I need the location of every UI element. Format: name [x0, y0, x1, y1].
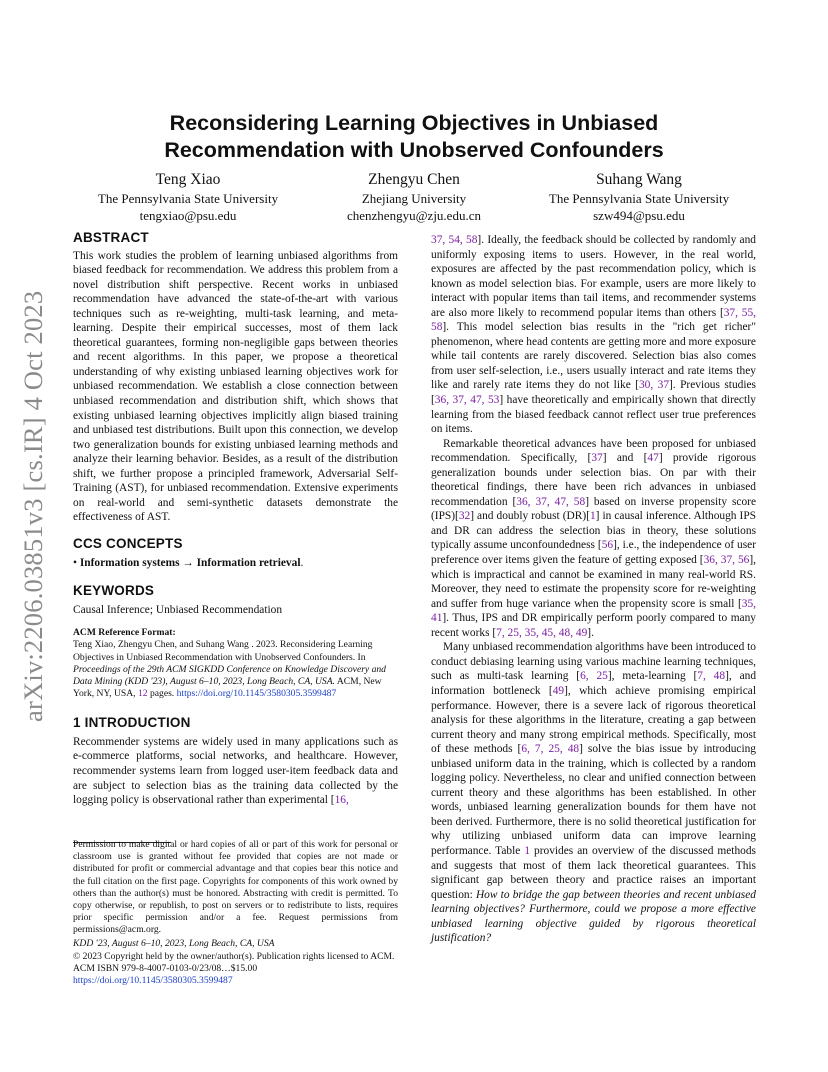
right-column: [431, 233, 756, 946]
text: Recommender systems are widely used in many applications such as e-commerce platforms, social networks, and healthcare. However, recommender systems learn from logged user-item feedback data and are subject to selection bias as the training data collected by the logging policy is observational rather than experimental [: [73, 735, 398, 807]
citation-link[interactable]: 37: [591, 452, 603, 465]
acm-ref-doi-link[interactable]: https://doi.org/10.1145/3580305.3599487: [176, 688, 337, 700]
title-line-2: Recommendation with Unobserved Confounders: [164, 138, 664, 162]
ccs-heading: CCS CONCEPTS: [73, 535, 183, 551]
author-block-1: [80, 170, 296, 224]
intro-heading: 1 INTRODUCTION: [73, 715, 191, 731]
text: ] provide rigorous generalization bounds under selection bias. On par with their theoretical findings, there have been rich advances in unbiased recommendation [: [431, 452, 757, 508]
text: ]. This model selection bias results in the "rich get richer" phenomenon, where head contents are getting more and more exposure while tail contents are rarely discovered. Selection bias also comes from user self-selection, i.e., users usually interact and rate items they like and rarely rate items they do not like [: [431, 321, 756, 392]
acm-ref-publisher: ACM, New York, NY, USA,: [73, 675, 382, 700]
citation-link[interactable]: 7, 25, 35, 45, 48, 49: [496, 626, 588, 639]
author-affiliation: The Pennsylvania State University: [97, 191, 279, 206]
author-name: Suhang Wang: [596, 171, 682, 188]
citation-link[interactable]: 47: [647, 452, 659, 465]
ccs-item-2: Information retrieval: [196, 557, 301, 570]
left-column-main: [73, 231, 398, 808]
text: ], which is impractical and cannot be examined in many real-world RS. Moreover, they need to estimate the propensity score for re-weighting and suffer from huge variance when the propensity score is small [: [431, 554, 756, 610]
title-line-1: Reconsidering Learning Objectives in Unbiased: [169, 111, 659, 135]
citation-link[interactable]: 6, 25: [580, 670, 608, 683]
citation-link[interactable]: 6, 7, 25, 48: [521, 743, 580, 756]
citation-link[interactable]: 49: [552, 684, 565, 697]
footnote-doi-link[interactable]: https://doi.org/10.1145/3580305.3599487: [73, 975, 233, 987]
citation-link[interactable]: 37, 54, 58: [431, 234, 478, 246]
text: ] based on inverse propensity score (IPS)[: [431, 495, 757, 523]
text: ].: [587, 626, 594, 639]
conference-info: KDD '23, August 6–10, 2023, Long Beach, CA, USA: [73, 937, 275, 949]
citation-link[interactable]: 35, 41: [431, 597, 756, 625]
arxiv-identifier: arXiv:2206.03851v3 [cs.IR] 4 Oct 2023: [18, 290, 48, 722]
citation-link[interactable]: 30, 37: [638, 379, 670, 392]
citation-link[interactable]: 36, 37, 47, 58: [516, 495, 586, 508]
acm-ref-heading: ACM Reference Format:: [73, 627, 176, 639]
ccs-item-1: Information systems: [79, 557, 180, 570]
text: ] solve the bias issue by introducing unbiased uniform data in the training, which is collected by a random logging policy. Nevertheless, no clear and unified connection between current theory and these algorithms has been established. In other words, unbiased learning generalization bounds for them have not been derived. Furthermore, there is no solid theoretical justification for why utilizing unbiased uniform data can improve learning performance. Table: [431, 743, 756, 857]
punct: .: [300, 557, 304, 570]
text: ], and information bottleneck [: [431, 670, 757, 697]
citation-link[interactable]: 7, 48: [697, 670, 726, 683]
text: Remarkable theoretical advances have been proposed for unbiased recommendation. Specifically, [: [431, 437, 756, 465]
citation-link[interactable]: 16,: [334, 794, 349, 807]
text: ]. Ideally, the feedback should be collected by randomly and uniformly exposing items to users. However, in the real world, exposures are affected by the past recommendation policy, which is known as model selection bias. For example, users are more likely to interact with popular items than tail items, and recommender systems are also more likely to recommend popular items than others [: [431, 234, 757, 319]
ccs-concepts: [73, 556, 398, 571]
text: ]. Previous studies [: [431, 379, 756, 407]
acm-ref-text: [73, 639, 398, 700]
text: ] have theoretically and empirically shown that directly learning from the biased feedback cannot reflect user true preferences on items.: [431, 394, 756, 436]
keywords-text: Causal Inference; Unbiased Recommendation: [73, 603, 283, 616]
text: ]. Thus, IPS and DR empirically perform poorly compared to many recent works [: [431, 612, 756, 639]
intro-paragraph-3: [431, 640, 756, 945]
text: provides an overview of the discussed methods and suggests that most of them lack theoretical guarantees. This significant gap between theory and practice raises an important question:: [431, 844, 756, 901]
arrow: →: [179, 557, 197, 570]
author-affiliation: The Pennsylvania State University: [548, 191, 730, 206]
text: ], i.e., the independence of user preference over items given the feature of getting exposed [: [431, 539, 757, 567]
abstract-text: This work studies the problem of learning unbiased algorithms from biased feedback for recommendation. We address this problem from a novel distribution shift perspective. Recent works in unbiased recommendation have advanced the state-of-the-art with various techniques such as re-weighting, multi-task learning, and meta-learning. Despite their empirical successes, most of them lack theoretical guarantees, forming non-negligible gaps between theories and recent algorithms. In this paper, we propose a theoretical understanding of why existing unbiased learning objectives work for unbiased recommendation. We establish a close connection between unbiased recommendation and distribution shift, which shows that existing unbiased learning objectives implicitly align biased training and unbiased test distributions. Built upon this connection, we develop two generalization bounds for existing unbiased learning methods and analyze their learning behavior. Besides, as a result of the distribution shift, we further propose a principled framework, Adversarial Self-Training (AST), for unbiased recommendation. Extensive experiments on real-world and semi-synthetic datasets demonstrate the effectiveness of AST.: [73, 249, 398, 524]
author-name: Teng Xiao: [155, 171, 221, 188]
table-link[interactable]: 1: [524, 844, 531, 857]
acm-ref-authors: Teng Xiao, Zhengyu Chen, and Suhang Wang . 2023. Reconsidering Learning Objectives in Unbiased Recommendation with Unobserved Confounders. In: [73, 639, 373, 663]
author-name: Zhengyu Chen: [368, 171, 460, 188]
citation-link[interactable]: 1: [589, 510, 596, 523]
citation-link[interactable]: 36, 37, 47, 53: [434, 394, 500, 407]
copyright-line: © 2023 Copyright held by the owner/author(s). Publication rights licensed to ACM.: [73, 950, 395, 962]
author-email[interactable]: chenzhengyu@zju.edu.cn: [347, 208, 481, 223]
acm-ref-pages-link[interactable]: 12: [137, 688, 148, 700]
text: ], which achieve promising empirical performance. However, there is a severe lack of rigorous theoretical analysis for these algorithms in the literature, creating a gap between current theory and many strong empirical methods. Specifically, most of these methods [: [431, 684, 756, 756]
author-block-3: [530, 170, 748, 224]
intro-paragraph-1-cont: [431, 233, 756, 437]
intro-paragraph-1-start: [73, 735, 398, 808]
research-question: How to bridge the gap between theories and recent unbiased learning objectives? Furthermore, could we propose a more effective unbiased learning objective guided by rigorous theoretical justification?: [431, 888, 756, 945]
author-block-2: [318, 170, 510, 224]
isbn-line: ACM ISBN 979-8-4007-0103-0/23/08…$15.00: [73, 963, 258, 975]
citation-link[interactable]: 56: [601, 539, 614, 552]
author-email[interactable]: tengxiao@psu.edu: [139, 208, 237, 223]
acm-ref-pages: pages.: [147, 688, 177, 700]
keywords-heading: KEYWORDS: [73, 583, 155, 599]
citation-link[interactable]: 32: [458, 510, 471, 523]
acm-ref-venue: Proceedings of the 29th ACM SIGKDD Conference on Knowledge Discovery and Data Mining (KDD '23), August 6–10, 2023, Long Beach, CA, USA.: [73, 663, 386, 687]
text: ] in causal inference. Although IPS and DR can address the selection bias in theory, these solutions typically assume unconfoundedness [: [431, 510, 756, 552]
text: ] and [: [602, 452, 648, 465]
bullet: •: [73, 557, 77, 570]
abstract-heading: ABSTRACT: [73, 230, 149, 245]
footnote-block: [73, 839, 398, 987]
text: ] and doubly robust (DR)[: [470, 510, 590, 523]
citation-link[interactable]: 37, 55, 58: [431, 306, 756, 334]
paper-title: [80, 110, 748, 164]
intro-paragraph-2: [431, 437, 756, 641]
permission-notice: Permission to make digital or hard copies of all or part of this work for personal or classroom use is granted without fee provided that copies are not made or distributed for profit or commercial advantage and that copies bear this notice and the full citation on the first page. Copyrights for components of this work owned by others than the author(s) must be honored. Abstracting with credit is permitted. To copy otherwise, or republish, to post on servers or to redistribute to lists, requires prior specific permission and/or a fee. Request permissions from permissions@acm.org.: [73, 839, 398, 936]
author-affiliation: Zhejiang University: [361, 191, 467, 206]
text: ], meta-learning [: [607, 670, 698, 683]
author-email[interactable]: szw494@psu.edu: [593, 208, 685, 223]
text: Many unbiased recommendation algorithms have been introduced to conduct debiasing learning using various machine learning techniques, such as multi-task learning [: [431, 641, 756, 683]
citation-link[interactable]: 36, 37, 56: [703, 554, 750, 567]
